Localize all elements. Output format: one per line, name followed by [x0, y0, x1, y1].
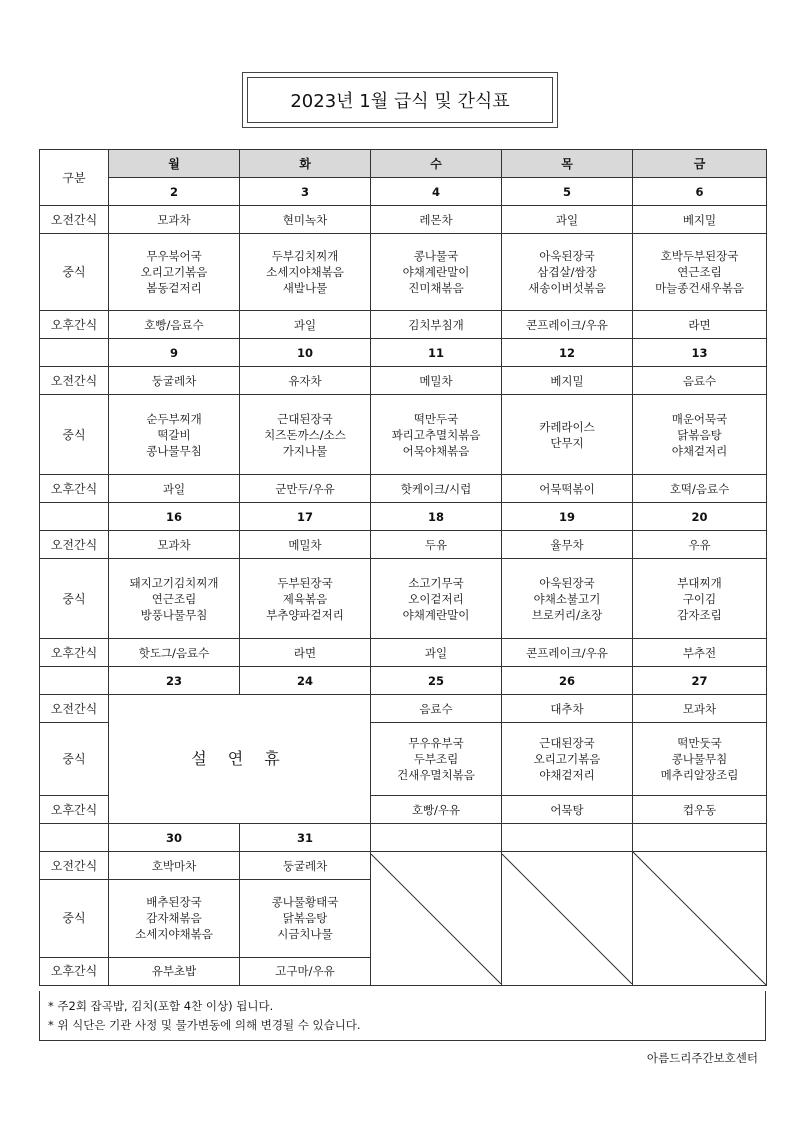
- am-snack: 호박마차: [109, 852, 240, 880]
- pm-snack: 컵우동: [633, 796, 767, 824]
- row-label-am: 오전간식: [40, 206, 109, 234]
- lunch-menu: 순두부찌개 떡갈비 콩나물무침: [109, 395, 240, 475]
- date-cell: 16: [109, 503, 240, 531]
- lunch-menu: 두부된장국 제육볶음 부추양파겉저리: [240, 559, 371, 639]
- date-cell: 10: [240, 339, 371, 367]
- row-label-am: 오전간식: [40, 695, 109, 723]
- lunch-menu: 무우유부국 두부조림 건새우멸치볶음: [371, 723, 502, 796]
- row-label-am: 오전간식: [40, 531, 109, 559]
- blank-cell: [502, 824, 633, 852]
- lunch-menu: 근대된장국 오리고기볶음 야채겉저리: [502, 723, 633, 796]
- holiday-cell: 설 연 휴: [109, 695, 371, 824]
- pm-snack: 과일: [109, 475, 240, 503]
- category-header: 구분: [40, 150, 109, 206]
- lunch-menu: 매운어묵국 닭볶음탕 야채겉저리: [633, 395, 767, 475]
- date-cell: 24: [240, 667, 371, 695]
- am-snack: 율무차: [502, 531, 633, 559]
- title-box: [242, 72, 558, 128]
- center-name: 아름드리주간보호센터: [646, 1051, 758, 1065]
- am-snack: 베지밀: [502, 367, 633, 395]
- note-line: * 주2회 잡곡밥, 김치(포함 4찬 이상) 됩니다.: [48, 999, 274, 1013]
- am-snack: 모과차: [109, 206, 240, 234]
- day-header-fri: 금: [633, 150, 767, 178]
- row-label-am: 오전간식: [40, 852, 109, 880]
- pm-snack: 어묵떡볶이: [502, 475, 633, 503]
- am-snack: 우유: [633, 531, 767, 559]
- row-label-lunch: 중식: [40, 880, 109, 957]
- date-cell: 9: [109, 339, 240, 367]
- empty-diagonal-cell: [371, 852, 502, 986]
- row-label-pm: 오후간식: [40, 311, 109, 339]
- date-cell: 4: [371, 178, 502, 206]
- pm-snack: 군만두/우유: [240, 475, 371, 503]
- pm-snack: 콘프레이크/우유: [502, 639, 633, 667]
- pm-snack: 콘프레이크/우유: [502, 311, 633, 339]
- row-label-lunch: 중식: [40, 234, 109, 311]
- pm-snack: 고구마/우유: [240, 957, 371, 985]
- blank-cell: [633, 824, 767, 852]
- empty-diagonal-cell: [502, 852, 633, 986]
- pm-snack: 라면: [240, 639, 371, 667]
- note-line: * 위 식단은 기관 사정 및 물가변동에 의해 변경될 수 있습니다.: [48, 1018, 361, 1032]
- am-snack: 모과차: [109, 531, 240, 559]
- notes-box: [39, 991, 766, 1041]
- am-snack: 둥굴레차: [109, 367, 240, 395]
- lunch-menu: 호박두부된장국 연근조림 마늘종건새우볶음: [633, 234, 767, 311]
- date-cell: 6: [633, 178, 767, 206]
- lunch-menu: 부대찌개 구이김 감자조림: [633, 559, 767, 639]
- am-snack: 유자차: [240, 367, 371, 395]
- date-cell: 11: [371, 339, 502, 367]
- pm-snack: 부추전: [633, 639, 767, 667]
- date-cell: 12: [502, 339, 633, 367]
- pm-snack: 과일: [371, 639, 502, 667]
- am-snack: 음료수: [371, 695, 502, 723]
- date-cell: 2: [109, 178, 240, 206]
- am-snack: 모과차: [633, 695, 767, 723]
- blank-cell: [40, 339, 109, 367]
- row-label-pm: 오후간식: [40, 475, 109, 503]
- day-header-wed: 수: [371, 150, 502, 178]
- pm-snack: 핫도그/음료수: [109, 639, 240, 667]
- lunch-menu: 콩나물국 야채계란말이 진미채볶음: [371, 234, 502, 311]
- lunch-menu: 두부김치찌개 소세지야채볶음 새발나물: [240, 234, 371, 311]
- blank-cell: [40, 503, 109, 531]
- am-snack: 베지밀: [633, 206, 767, 234]
- date-cell: 23: [109, 667, 240, 695]
- am-snack: 과일: [502, 206, 633, 234]
- am-snack: 메밀차: [240, 531, 371, 559]
- row-label-lunch: 중식: [40, 559, 109, 639]
- lunch-menu: 카레라이스 단무지: [502, 395, 633, 475]
- pm-snack: 핫케이크/시럽: [371, 475, 502, 503]
- date-cell: 19: [502, 503, 633, 531]
- row-label-lunch: 중식: [40, 395, 109, 475]
- date-cell: 20: [633, 503, 767, 531]
- lunch-menu: 무우북어국 오리고기볶음 봄동겉저리: [109, 234, 240, 311]
- empty-diagonal-cell: [633, 852, 767, 986]
- am-snack: 음료수: [633, 367, 767, 395]
- am-snack: 레몬차: [371, 206, 502, 234]
- date-cell: 31: [240, 824, 371, 852]
- lunch-menu: 콩나물황태국 닭볶음탕 시금치나물: [240, 880, 371, 957]
- date-cell: 13: [633, 339, 767, 367]
- lunch-menu: 배추된장국 감자채볶음 소세지야채볶음: [109, 880, 240, 957]
- row-label-lunch: 중식: [40, 723, 109, 796]
- row-label-pm: 오후간식: [40, 639, 109, 667]
- am-snack: 대추차: [502, 695, 633, 723]
- pm-snack: 유부초밥: [109, 957, 240, 985]
- day-header-thu: 목: [502, 150, 633, 178]
- pm-snack: 김치부침개: [371, 311, 502, 339]
- date-cell: 26: [502, 667, 633, 695]
- lunch-menu: 돼지고기김치찌개 연근조림 방풍나물무침: [109, 559, 240, 639]
- pm-snack: 라면: [633, 311, 767, 339]
- day-header-mon: 월: [109, 150, 240, 178]
- date-cell: 30: [109, 824, 240, 852]
- page-title: 2023년 1월 급식 및 간식표: [247, 77, 553, 123]
- menu-table: [39, 149, 767, 986]
- blank-cell: [371, 824, 502, 852]
- pm-snack: 호빵/음료수: [109, 311, 240, 339]
- pm-snack: 호떡/음료수: [633, 475, 767, 503]
- lunch-menu: 떡만두국 꽈리고추멸치볶음 어묵야채볶음: [371, 395, 502, 475]
- am-snack: 현미녹차: [240, 206, 371, 234]
- pm-snack: 호빵/우유: [371, 796, 502, 824]
- day-header-tue: 화: [240, 150, 371, 178]
- am-snack: 두유: [371, 531, 502, 559]
- am-snack: 메밀차: [371, 367, 502, 395]
- date-cell: 17: [240, 503, 371, 531]
- date-cell: 27: [633, 667, 767, 695]
- am-snack: 둥굴레차: [240, 852, 371, 880]
- lunch-menu: 아욱된장국 삼겹살/쌈장 새송이버섯볶음: [502, 234, 633, 311]
- lunch-menu: 소고기무국 오이겉저리 야채계란말이: [371, 559, 502, 639]
- date-cell: 5: [502, 178, 633, 206]
- row-label-am: 오전간식: [40, 367, 109, 395]
- row-label-pm: 오후간식: [40, 796, 109, 824]
- date-cell: 18: [371, 503, 502, 531]
- pm-snack: 어묵탕: [502, 796, 633, 824]
- blank-cell: [40, 667, 109, 695]
- pm-snack: 과일: [240, 311, 371, 339]
- lunch-menu: 근대된장국 치즈돈까스/소스 가지나물: [240, 395, 371, 475]
- row-label-pm: 오후간식: [40, 957, 109, 985]
- lunch-menu: 떡만둣국 콩나물무침 메추리알장조림: [633, 723, 767, 796]
- date-cell: 3: [240, 178, 371, 206]
- blank-cell: [40, 824, 109, 852]
- date-cell: 25: [371, 667, 502, 695]
- lunch-menu: 아욱된장국 야채소불고기 브로커리/초장: [502, 559, 633, 639]
